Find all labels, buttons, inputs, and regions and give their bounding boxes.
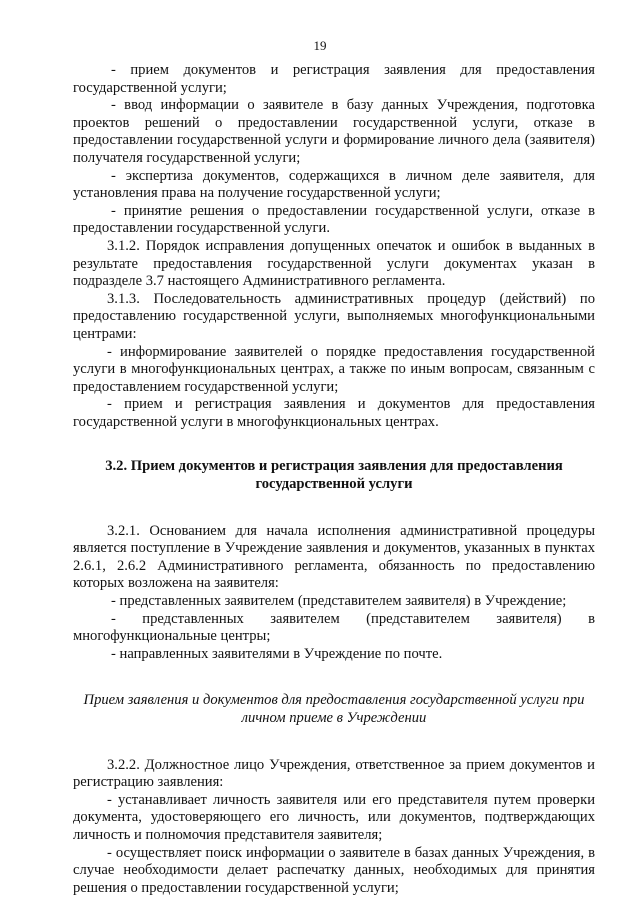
list-item: - экспертиза документов, содержащихся в личном деле заявителя, для установления права на получение государственной услуги; bbox=[73, 167, 595, 202]
page-number: 19 bbox=[313, 38, 327, 53]
list-item: - принятие решения о предоставлении государственной услуги, отказе в предоставлении государственной услуги. bbox=[73, 202, 595, 237]
paragraph-3-2-2: 3.2.2. Должностное лицо Учреждения, ответственное за прием документов и регистрацию заявления: bbox=[73, 756, 595, 791]
paragraph-3-1-2: 3.1.2. Порядок исправления допущенных опечаток и ошибок в выданных в результате предоставления государственной услуги документах указан в подразделе 3.7 настоящего Административного регламента. bbox=[73, 237, 595, 290]
paragraph-3-2-1: 3.2.1. Основанием для начала исполнения административной процедуры является поступление в Учреждение заявления и документов, указанных в пунктах 2.6.1, 2.6.2 Административного регламента, обязанность по предоставлению которых возложена на заявителя: bbox=[73, 522, 595, 592]
list-item: - представленных заявителем (представителем заявителя) в многофункциональные центры; bbox=[73, 610, 595, 645]
italic-subheading: Прием заявления и документов для предоставления государственной услуги при личном приеме в Учреждении bbox=[83, 692, 585, 726]
list-item: - осуществляет поиск информации о заявителе в базах данных Учреждения, в случае необходимости делает распечатку данных, необходимых для принятия решения о предоставлении государственной услуги; bbox=[73, 844, 595, 896]
list-item: - устанавливает личность заявителя или его представителя путем проверки документа, удостоверяющего его личность, или документов, подтверждающих личность и полномочия представителя заявителя; bbox=[73, 791, 595, 843]
list-item: - представленных заявителем (представителем заявителя) в Учреждение; bbox=[111, 593, 567, 610]
list-item: - информирование заявителей о порядке предоставления государственной услуги в многофункциональных центрах, а также по иным вопросам, связанным с предоставлением государственной услуги; bbox=[73, 343, 595, 395]
list-item: - направленных заявителями в Учреждение по почте. bbox=[111, 645, 443, 662]
paragraph-3-1-3: 3.1.3. Последовательность административных процедур (действий) по предоставлению государственной услуги, выполняемых многофункциональными центрами: bbox=[73, 290, 595, 342]
list-item: - ввод информации о заявителе в базу данных Учреждения, подготовка проектов решений о предоставлении государственной услуги, отказе в предоставлении государственной услуги и формирование личного дела (заявителя) получателя государственной услуги; bbox=[73, 97, 595, 166]
section-heading-3-2: 3.2. Прием документов и регистрация заявления для предоставления государственной услуги bbox=[105, 458, 563, 493]
list-item: - прием документов и регистрация заявления для предоставления государственной услуги; bbox=[73, 62, 595, 96]
page-content bbox=[73, 62, 595, 897]
list-item: - прием и регистрация заявления и документов для предоставления государственной услуги в многофункциональных центрах. bbox=[73, 396, 595, 430]
